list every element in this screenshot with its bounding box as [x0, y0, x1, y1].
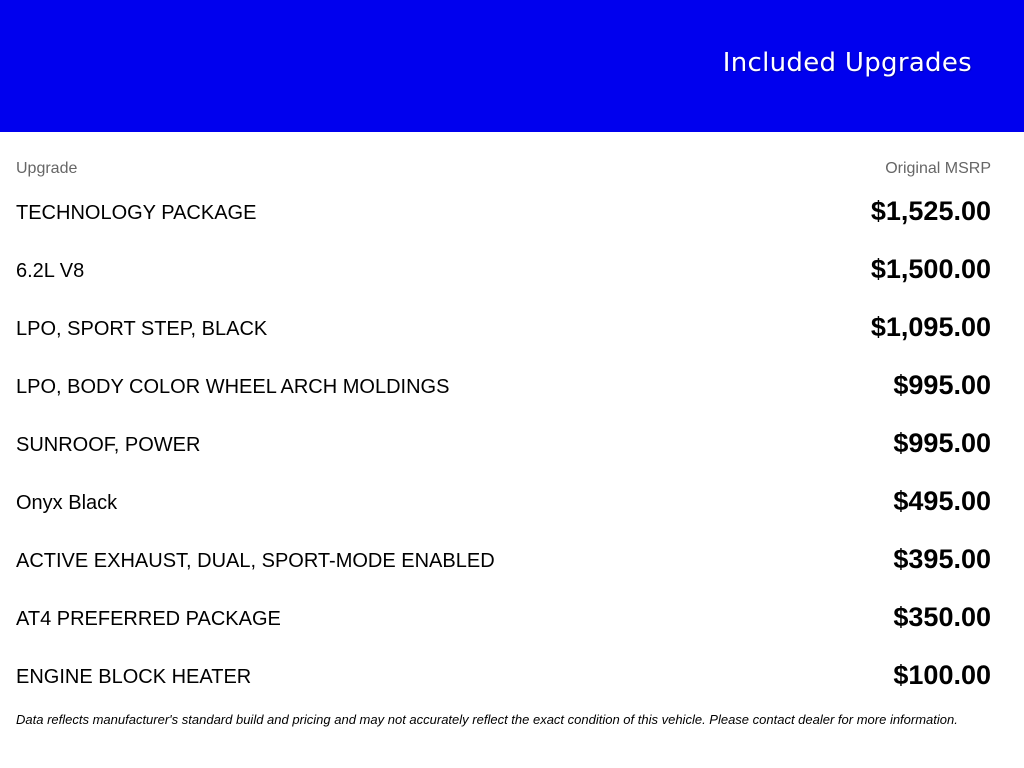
disclaimer-text: Data reflects manufacturer's standard build and pricing and may not accurately reflect the exact condition of this vehicle. Please contact dealer for more information. [16, 712, 958, 727]
upgrade-name: 6.2L V8 [16, 260, 85, 282]
upgrade-price: $995.00 [893, 370, 991, 400]
table-row [16, 646, 991, 704]
upgrade-name: LPO, BODY COLOR WHEEL ARCH MOLDINGS [16, 376, 450, 398]
upgrade-name: AT4 PREFERRED PACKAGE [16, 608, 281, 630]
upgrade-name: ACTIVE EXHAUST, DUAL, SPORT-MODE ENABLED [16, 550, 495, 572]
upgrade-price: $1,095.00 [870, 312, 991, 342]
table-row [16, 414, 991, 472]
upgrade-rows [16, 182, 991, 704]
upgrade-price: $1,525.00 [870, 196, 991, 226]
upgrade-price: $1,500.00 [870, 254, 991, 284]
upgrade-price: $995.00 [893, 428, 991, 458]
header-banner [0, 0, 1024, 132]
table-row [16, 182, 991, 240]
table-row [16, 472, 991, 530]
column-header-msrp: Original MSRP [885, 160, 991, 177]
upgrade-name: TECHNOLOGY PACKAGE [16, 202, 257, 224]
upgrade-price: $395.00 [893, 544, 991, 574]
upgrade-name: SUNROOF, POWER [16, 434, 201, 456]
upgrade-name: ENGINE BLOCK HEATER [16, 666, 252, 688]
upgrade-price: $350.00 [893, 602, 991, 632]
table-row [16, 588, 991, 646]
table-row [16, 530, 991, 588]
table-row [16, 356, 991, 414]
column-headers [16, 158, 991, 182]
page-title: Included Upgrades [722, 48, 972, 78]
column-header-upgrade: Upgrade [16, 160, 78, 177]
upgrade-name: Onyx Black [16, 492, 118, 514]
upgrade-name: LPO, SPORT STEP, BLACK [16, 318, 268, 340]
table-row [16, 298, 991, 356]
upgrades-table [16, 158, 991, 704]
upgrade-price: $495.00 [893, 486, 991, 516]
upgrade-price: $100.00 [893, 660, 991, 690]
table-row [16, 240, 991, 298]
